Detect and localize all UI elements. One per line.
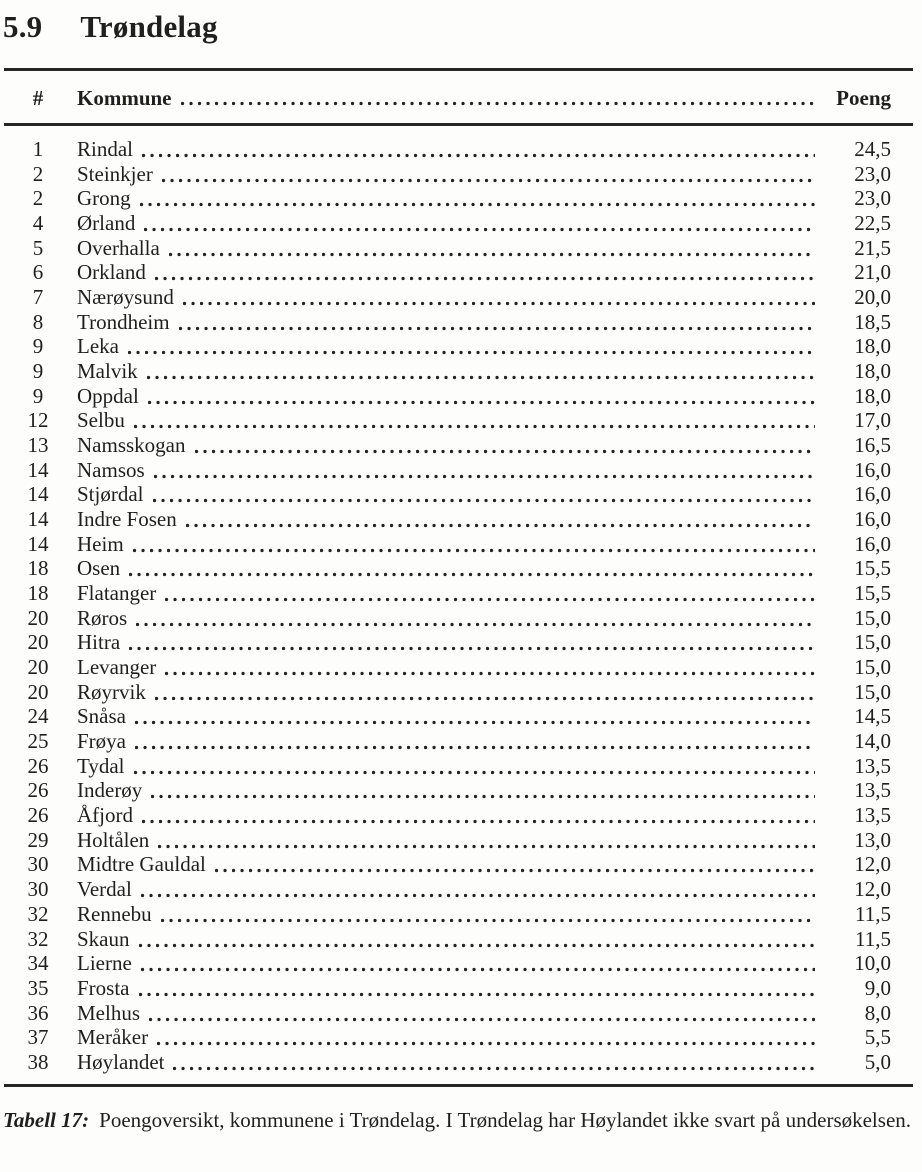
table-row [4,976,913,1001]
kommune-name: Malvik [77,359,138,384]
dot-leader [134,408,815,433]
kommune-name: Orkland [77,260,146,285]
poeng-value: 18,0 [854,383,891,408]
table-row [4,754,913,779]
rank-value: 14 [27,482,49,507]
rank-value: 9 [32,359,44,384]
kommune-cell [72,828,829,853]
kommune-name: Holtålen [77,827,150,852]
kommune-name: Rennebu [77,901,152,926]
header-kommune-cell [72,85,829,111]
poeng-value: 21,5 [854,235,891,260]
rank-value: 24 [27,704,49,729]
poeng-value: 20,0 [854,285,891,310]
kommune-cell [72,877,829,902]
rank-value: 5 [32,235,44,260]
kommune-name: Lierne [77,951,132,976]
rank-value: 2 [32,186,44,211]
poeng-value: 11,5 [855,901,891,926]
poeng-value: 16,0 [854,482,891,507]
kommune-cell [72,236,829,261]
table-row [4,532,913,557]
kommune-name: Flatanger [77,581,157,606]
kommune-name: Meråker [77,1025,149,1050]
kommune-cell [72,186,829,211]
poeng-value: 12,0 [854,852,891,877]
kommune-name: Frosta [77,975,130,1000]
rank-value: 14 [27,531,49,556]
dot-leader [165,581,815,606]
dot-leader [135,704,815,729]
dot-leader [158,828,815,853]
kommune-cell [72,532,829,557]
poeng-value: 15,5 [854,581,891,606]
poeng-value: 12,0 [854,877,891,902]
kommune-name: Snåsa [77,704,126,729]
poeng-value: 11,5 [855,926,891,951]
table-row [4,137,913,162]
rank-value: 20 [27,630,49,655]
poeng-value: 23,0 [854,161,891,186]
kommune-name: Røyrvik [77,679,146,704]
kommune-cell [72,310,829,335]
table-row [4,655,913,680]
rank-value: 37 [27,1025,49,1050]
kommune-cell [72,507,829,532]
kommune-name: Osen [77,556,121,581]
kommune-cell [72,211,829,236]
poeng-value: 16,0 [854,457,891,482]
poeng-value: 15,0 [854,655,891,680]
kommune-name: Leka [77,334,119,359]
table-row [4,211,913,236]
table-row [4,285,913,310]
table-body [4,126,913,1087]
dot-leader [162,162,815,187]
kommune-cell [72,778,829,803]
kommune-cell [72,655,829,680]
dot-leader [149,1001,815,1026]
kommune-name: Melhus [77,1000,140,1025]
poeng-value: 21,0 [854,260,891,285]
kommune-cell [72,334,829,359]
kommune-name: Levanger [77,655,157,680]
table-row [4,852,913,877]
kommune-cell [72,852,829,877]
rank-value: 38 [27,1049,49,1074]
rank-value: 30 [27,852,49,877]
kommune-cell [72,976,829,1001]
dot-leader [129,630,815,655]
poeng-value: 16,0 [854,531,891,556]
header-kommune: Kommune [77,86,172,110]
poeng-value: 18,0 [854,359,891,384]
kommune-cell [72,482,829,507]
kommune-name: Høylandet [77,1049,165,1074]
poeng-value: 13,5 [854,753,891,778]
poeng-value: 17,0 [854,408,891,433]
kommune-name: Inderøy [77,778,143,803]
kommune-cell [72,680,829,705]
kommune-name: Namsskogan [77,433,186,458]
dot-leader [157,1025,815,1050]
rank-value: 35 [27,975,49,1000]
kommune-name: Oppdal [77,383,139,408]
poeng-value: 8,0 [864,1000,891,1025]
section-heading [3,8,922,46]
table-row [4,581,913,606]
kommune-cell [72,1001,829,1026]
table-row [4,359,913,384]
rank-value: 26 [27,778,49,803]
poeng-value: 22,5 [854,211,891,236]
dot-leader [169,236,815,261]
kommune-name: Trondheim [77,309,170,334]
dot-leader [142,803,815,828]
dot-leader [144,211,815,236]
dot-leader [165,655,815,680]
rank-value: 20 [27,679,49,704]
kommune-name: Tydal [77,753,125,778]
poeng-value: 14,0 [854,729,891,754]
kommune-name: Hitra [77,630,121,655]
rank-value: 18 [27,581,49,606]
caption-label: Tabell 17: [3,1107,90,1132]
rank-value: 30 [27,877,49,902]
rank-value: 26 [27,803,49,828]
kommune-cell [72,556,829,581]
poeng-value: 13,0 [854,827,891,852]
table-row [4,803,913,828]
rank-value: 9 [32,334,44,359]
table-row [4,704,913,729]
dot-leader [136,606,815,631]
table-row [4,630,913,655]
dot-leader [129,556,815,581]
poeng-value: 24,5 [854,137,891,161]
table-row [4,482,913,507]
table-row [4,236,913,261]
dot-leader [215,852,815,877]
rank-value: 7 [32,285,44,310]
rank-value: 20 [27,655,49,680]
section-title: Trøndelag [80,9,218,44]
rank-value: 34 [27,951,49,976]
kommune-name: Indre Fosen [77,507,177,532]
poeng-value: 5,0 [864,1049,891,1074]
kommune-cell [72,359,829,384]
dot-leader [142,137,815,162]
poeng-value: 9,0 [864,975,891,1000]
rank-value: 29 [27,827,49,852]
kommune-cell [72,1050,829,1075]
kommune-cell [72,137,829,162]
kommune-name: Overhalla [77,235,160,260]
kommune-cell [72,433,829,458]
poeng-value: 16,0 [854,507,891,532]
kommune-name: Selbu [77,408,125,433]
poeng-value: 15,0 [854,679,891,704]
rank-value: 12 [27,408,49,433]
rank-value: 26 [27,753,49,778]
kommune-cell [72,458,829,483]
kommune-cell [72,162,829,187]
dot-leader [135,729,815,754]
table-row [4,260,913,285]
kommune-cell [72,408,829,433]
kommune-cell [72,951,829,976]
kommune-cell [72,1025,829,1050]
dot-leader [161,902,815,927]
kommune-cell [72,729,829,754]
table-row [4,828,913,853]
kommune-cell [72,754,829,779]
table-row [4,1025,913,1050]
table-row [4,507,913,532]
poeng-value: 18,0 [854,334,891,359]
table-row [4,162,913,187]
dot-leader [148,384,815,409]
table-row [4,927,913,952]
dot-leader [186,507,815,532]
kommune-cell [72,927,829,952]
score-table [4,68,913,1087]
rank-value: 20 [27,605,49,630]
dot-leader [141,877,815,902]
dot-leader [179,310,815,335]
rank-value: 32 [27,926,49,951]
kommune-cell [72,260,829,285]
dot-leader [139,976,816,1001]
section-number: 5.9 [3,9,43,44]
table-row [4,408,913,433]
header-rank: # [32,86,44,110]
kommune-name: Steinkjer [77,161,153,186]
kommune-cell [72,704,829,729]
table-row [4,186,913,211]
kommune-cell [72,285,829,310]
rank-value: 13 [27,433,49,458]
kommune-cell [72,581,829,606]
poeng-value: 13,5 [854,778,891,803]
kommune-cell [72,606,829,631]
kommune-cell [72,902,829,927]
table-row [4,951,913,976]
dot-leader [134,754,815,779]
dot-leader [133,532,815,557]
poeng-value: 13,5 [854,803,891,828]
dot-leader [151,778,815,803]
dot-leader [140,186,815,211]
kommune-name: Midtre Gauldal [77,852,206,877]
rank-value: 4 [32,211,44,236]
rank-value: 2 [32,161,44,186]
dot-leader [139,927,816,952]
kommune-name: Grong [77,186,131,211]
rank-value: 14 [27,457,49,482]
rank-value: 8 [32,309,44,334]
dot-leader [155,260,815,285]
table-row [4,606,913,631]
dot-leader [181,85,816,111]
rank-value: 18 [27,556,49,581]
poeng-value: 15,0 [854,605,891,630]
table-row [4,433,913,458]
kommune-cell [72,803,829,828]
table-row [4,334,913,359]
poeng-value: 16,5 [854,433,891,458]
kommune-name: Nærøysund [77,285,174,310]
poeng-value: 23,0 [854,186,891,211]
poeng-value: 18,5 [854,309,891,334]
rank-value: 1 [32,137,44,161]
dot-leader [155,680,815,705]
kommune-name: Stjørdal [77,482,144,507]
table-row [4,680,913,705]
table-row [4,1001,913,1026]
table-row [4,310,913,335]
kommune-cell [72,630,829,655]
table-row [4,1050,913,1075]
table-caption [3,1103,914,1137]
dot-leader [141,951,815,976]
table-row [4,458,913,483]
kommune-name: Ørland [77,211,136,236]
caption-text: Poengoversikt, kommunene i Trøndelag. I Trøndelag har Høylandet ikke svart på undersøkelsen. [99,1107,912,1132]
kommune-name: Verdal [77,877,132,902]
dot-leader [195,433,816,458]
rank-value: 9 [32,383,44,408]
poeng-value: 5,5 [864,1025,891,1050]
kommune-name: Skaun [77,926,130,951]
table-row [4,877,913,902]
kommune-name: Røros [77,605,128,630]
poeng-value: 15,5 [854,556,891,581]
kommune-name: Heim [77,531,124,556]
poeng-value: 10,0 [854,951,891,976]
table-row [4,556,913,581]
kommune-cell [72,384,829,409]
kommune-name: Namsos [77,457,145,482]
dot-leader [183,285,815,310]
rank-value: 14 [27,507,49,532]
kommune-name: Frøya [77,729,126,754]
poeng-value: 15,0 [854,630,891,655]
table-header-row [4,71,913,126]
kommune-name: Åfjord [77,803,133,828]
dot-leader [154,458,815,483]
dot-leader [128,334,815,359]
rank-value: 6 [32,260,44,285]
table-row [4,384,913,409]
kommune-name: Rindal [77,137,133,161]
dot-leader [153,482,816,507]
dot-leader [173,1050,815,1075]
table-row [4,902,913,927]
table-row [4,729,913,754]
rank-value: 32 [27,901,49,926]
header-poeng: Poeng [836,86,891,110]
table-row [4,778,913,803]
rank-value: 25 [27,729,49,754]
poeng-value: 14,5 [854,704,891,729]
dot-leader [147,359,815,384]
rank-value: 36 [27,1000,49,1025]
